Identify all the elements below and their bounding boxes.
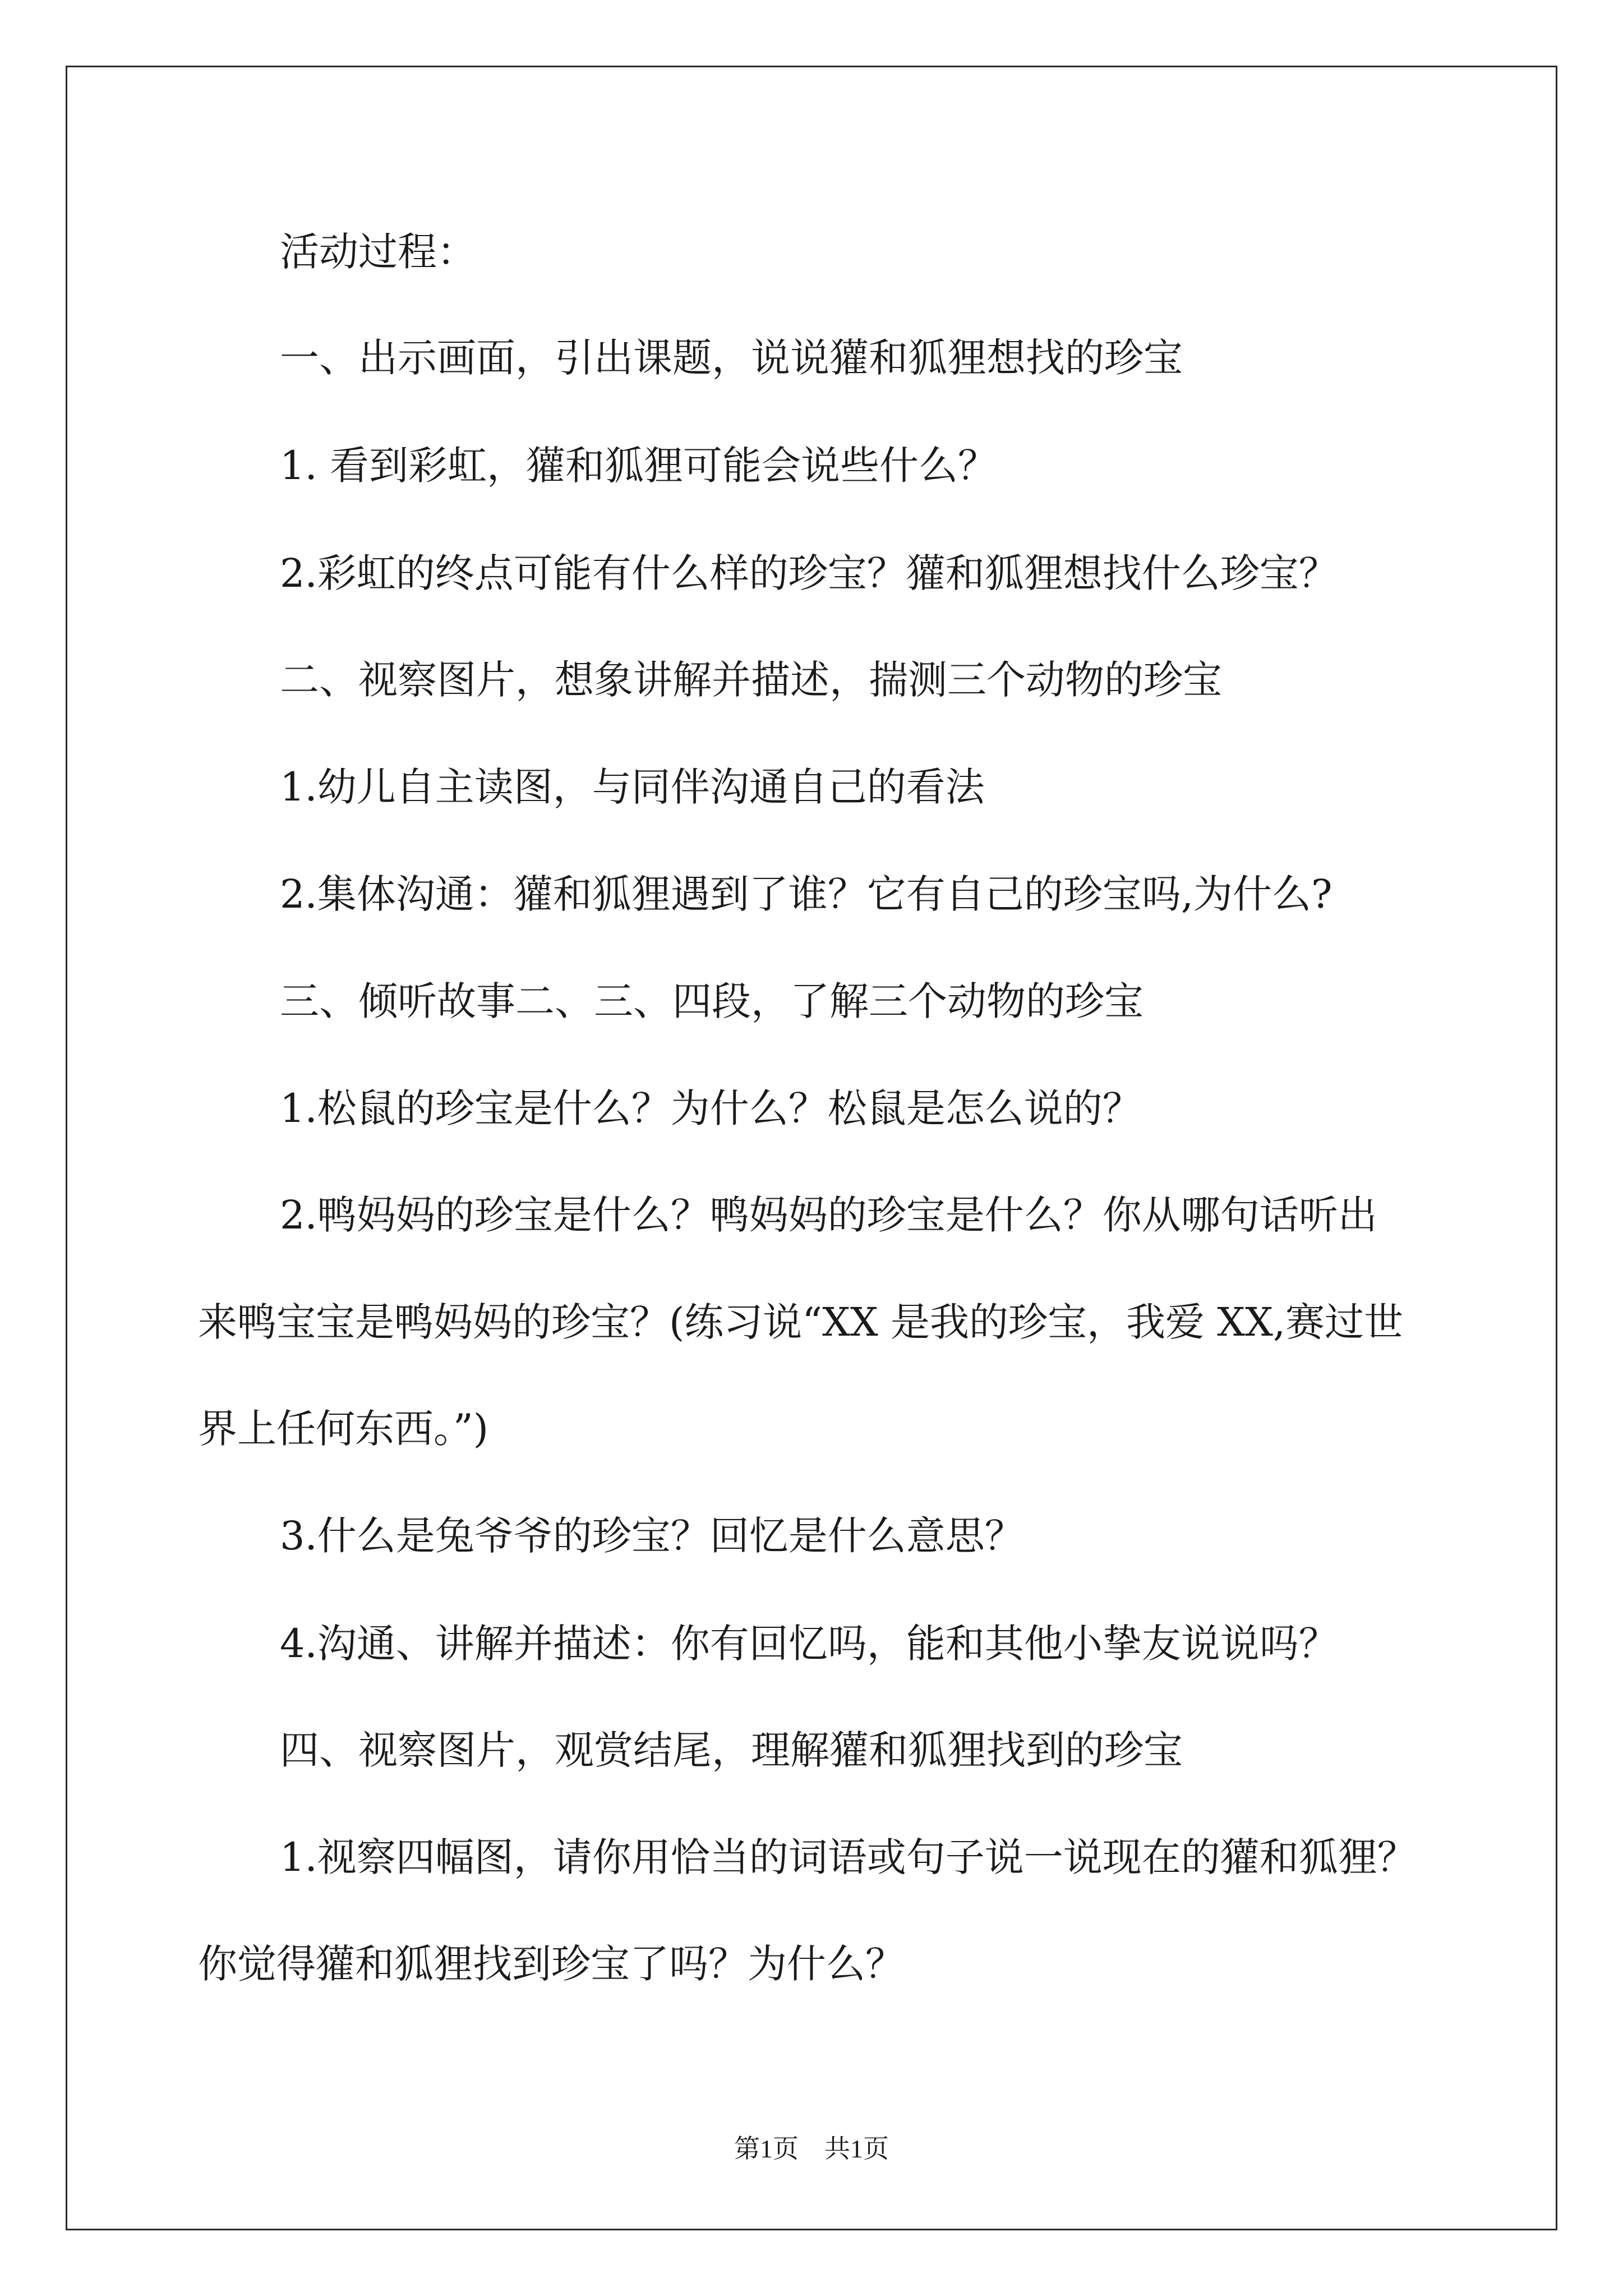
page-border: [66, 66, 1557, 2230]
section-heading-4: 四、视察图片，观赏结尾，理解獾和狐狸找到的珍宝: [280, 1727, 1183, 1773]
section-heading-1: 一、出示画面，引出课题，说说獾和狐狸想找的珍宝: [280, 335, 1183, 381]
paragraph-line: 界上任何东西。”): [198, 1406, 489, 1452]
paragraph-line: 1. 看到彩虹，獾和狐狸可能会说些什么？: [280, 443, 998, 489]
paragraph-line: 3.什么是兔爷爷的珍宝？回忆是什么意思？: [280, 1513, 1024, 1559]
section-heading-3: 三、倾听故事二、三、四段，了解三个动物的珍宝: [280, 978, 1144, 1024]
paragraph-line: 来鸭宝宝是鸭妈妈的珍宝？(练习说“XX 是我的珍宝，我爱 XX,赛过世: [198, 1299, 1404, 1345]
paragraph-line: 你觉得獾和狐狸找到珍宝了吗？为什么？: [198, 1941, 905, 1987]
paragraph-line: 4.沟通、讲解并描述：你有回忆吗，能和其他小挚友说说吗？: [280, 1621, 1338, 1667]
paragraph-line: 2.彩虹的终点可能有什么样的珍宝？獾和狐狸想找什么珍宝？: [280, 550, 1338, 596]
page-number-footer: 第1页 共1页: [734, 2134, 889, 2163]
paragraph-line: 2.集体沟通：獾和狐狸遇到了谁？它有自己的珍宝吗,为什么?: [280, 871, 1332, 917]
paragraph-line: 1.松鼠的珍宝是什么？为什么？松鼠是怎么说的？: [280, 1085, 1142, 1131]
paragraph-line: 1.视察四幅图，请你用恰当的词语或句子说一说现在的獾和狐狸？: [280, 1834, 1417, 1880]
section-heading-2: 二、视察图片，想象讲解并描述，揣测三个动物的珍宝: [280, 657, 1222, 703]
paragraph-line: 2.鸭妈妈的珍宝是什么？鸭妈妈的珍宝是什么？你从哪句话听出: [280, 1192, 1377, 1238]
paragraph-line: 1.幼儿自主读图，与同伴沟通自己的看法: [280, 764, 985, 810]
heading-activity-process: 活动过程：: [280, 229, 476, 275]
